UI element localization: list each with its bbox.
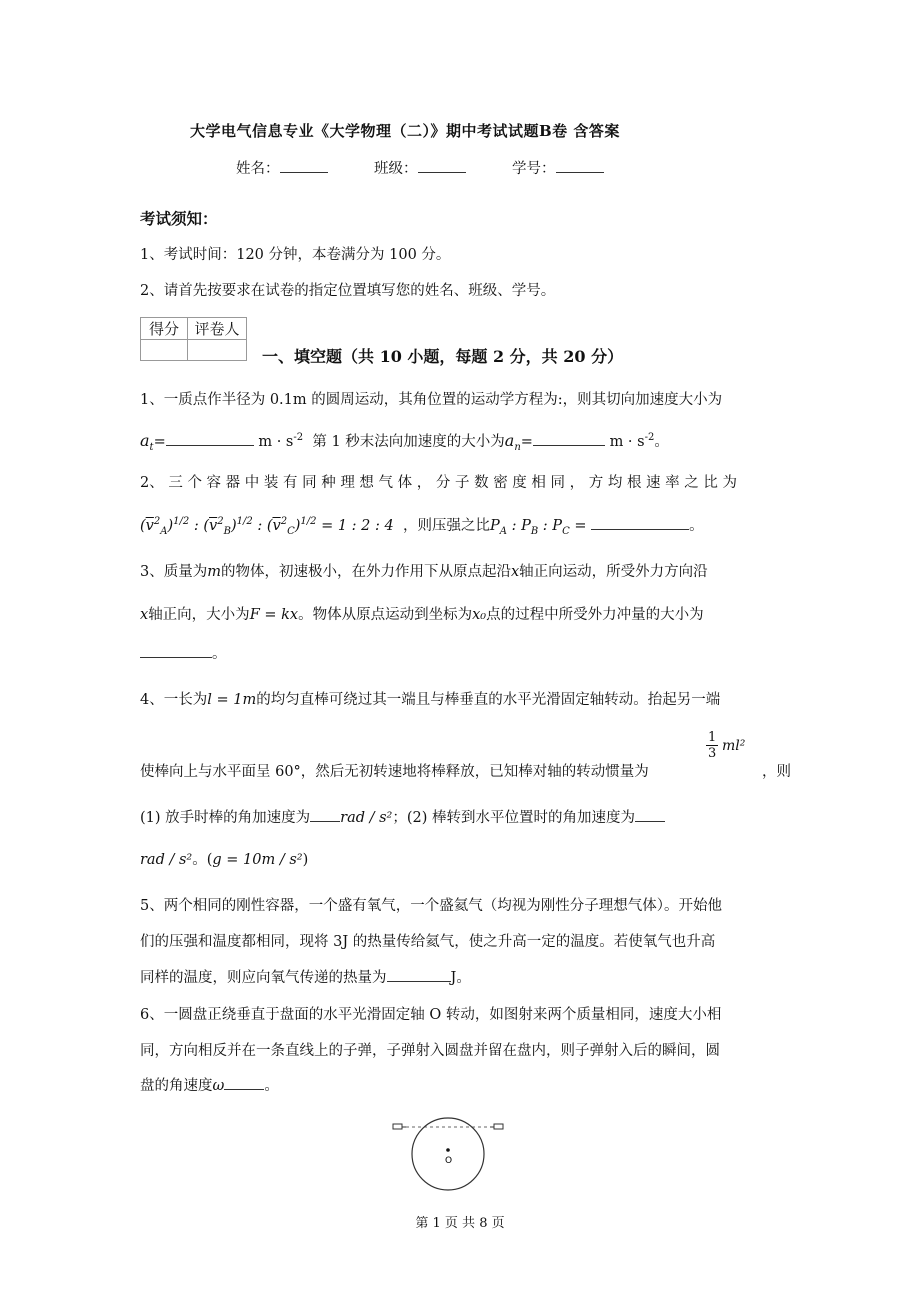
q6-line3: 盘的角速度ω 。 (140, 1074, 279, 1095)
bullet-right (494, 1124, 503, 1129)
class-label: 班级： (374, 161, 418, 177)
q3-line1: 3、质量为m的物体，初速极小，在外力作用下从原点起沿x轴正向运动，所受外力方向沿 (140, 564, 708, 580)
axis-center (446, 1148, 450, 1152)
axis-label: O (445, 1156, 453, 1166)
name-blank[interactable] (280, 158, 328, 173)
q2-line2: $(\overline{v}^2_A)^{1/2}$ : $(\overline{v}^2_B)^{1/2}$ : $(\overline{v}^2_C)^{1/2} = 1$ : 2 : 4 ，则压强之比$P_A$ : $P_B$ : $P_C$ = 。 (140, 516, 704, 537)
q1-blank2[interactable] (533, 431, 605, 446)
q4-line4: rad / s²。(g = 10m / s²) (140, 852, 309, 868)
name-label: 姓名： (236, 161, 280, 177)
q3-line3: 。 (140, 642, 227, 663)
q5-line1: 5、两个相同的刚性容器，一个盛有氧气，一个盛氦气（均视为刚性分子理想气体）。开始他 (140, 898, 722, 914)
id-blank[interactable] (556, 158, 604, 173)
disk-circle (412, 1118, 484, 1190)
id-field (512, 157, 604, 178)
q6-line1: 6、一圆盘正绕垂直于盘面的水平光滑固定轴 O 转动，如图射来两个质量相同，速度大小相 (140, 1007, 722, 1023)
q6-blank[interactable] (224, 1075, 264, 1090)
q2-formula: $(\overline{v}^2_A)^{1/2}$ : $(\overline{v}^2_B)^{1/2}$ : $(\overline{v}^2_C)^{1/2} = 1$ : 2 : 4 (140, 516, 394, 537)
q2-line1: 2、 三 个 容 器 中 装 有 同 种 理 想 气 体 ， 分 子 数 密 度 相 同 ， 方 均 根 速 率 之 比 为 (140, 475, 737, 491)
q1-blank1[interactable] (166, 431, 254, 446)
section-title: 一、填空题（共 10 小题，每题 2 分，共 20 分） (262, 347, 624, 366)
name-field (236, 157, 328, 178)
q5-line3: 同样的温度，则应向氧气传递的热量为 J。 (140, 966, 471, 987)
q4-line2: 使棒向上与水平面呈 60°，然后无初转速地将棒释放，已知棒对轴的转动惯量为 (140, 764, 649, 780)
q1-mid: 第 1 秒末法向加速度的大小为 (312, 434, 505, 450)
math-at: $a_t$ (140, 431, 154, 454)
q4-line2-end: ，则 (762, 764, 791, 780)
notice-item: 1、考试时间：120 分钟，本卷满分为 100 分。 (140, 247, 451, 263)
score-table (140, 317, 247, 361)
page-footer: 第 1 页 共 8 页 (415, 1216, 505, 1231)
score-cell[interactable] (141, 340, 188, 361)
q1-line2: $a_t= m \cdot s^{-2}$ 第 1 秒末法向加速度的大小为$a_n= m \cdot s^{-2}$。 (140, 431, 669, 454)
q5-blank[interactable] (387, 967, 451, 982)
disk-figure (388, 1112, 518, 1192)
class-blank[interactable] (418, 158, 466, 173)
page-title: 大学电气信息专业《大学物理（二）》期中考试试题B卷 含答案 (190, 122, 620, 140)
math-an: $a_n$ (504, 431, 521, 454)
q3-line2: x轴正向，大小为F = kx。物体从原点运动到坐标为x₀点的过程中所受外力冲量的大小为 (140, 607, 704, 623)
q4-line3: (1) 放手时棒的角加速度为 rad / s²；(2) 棒转到水平位置时的角加速度为 (140, 806, 665, 827)
id-label: 学号： (512, 161, 556, 177)
q3-blank[interactable] (140, 643, 212, 658)
notice-item: 2、请首先按要求在试卷的指定位置填写您的姓名、班级、学号。 (140, 283, 556, 299)
grader-cell[interactable] (188, 340, 247, 361)
notice-heading: 考试须知： (140, 209, 218, 228)
class-field (374, 157, 466, 178)
q4-fraction: 1 3 (708, 730, 717, 761)
q6-line2: 同，方向相反并在一条直线上的子弹，子弹射入圆盘并留在盘内，则子弹射入后的瞬间，圆 (140, 1043, 720, 1059)
q5-line2: 们的压强和温度都相同，现将 3J 的热量传给氦气，使之升高一定的温度。若使氧气也升高 (140, 934, 716, 950)
bullet-left (393, 1124, 402, 1129)
q2-blank[interactable] (591, 515, 689, 530)
q4-line1: 4、一长为l = 1m的均匀直棒可绕过其一端且与棒垂直的水平光滑固定轴转动。抬起另一端 (140, 692, 721, 708)
q4-blank2[interactable] (635, 807, 665, 822)
q4-inertia: ml² (722, 738, 746, 754)
q2-pressure: $P_A$ : $P_B$ : $P_C$ = (489, 518, 587, 537)
q4-blank1[interactable] (310, 807, 340, 822)
q1-line1: 1、一质点作半径为 0.1m 的圆周运动，其角位置的运动学方程为:，则其切向加速度大小为 (140, 392, 723, 408)
score-header: 得分 (141, 318, 188, 340)
grader-header: 评卷人 (188, 318, 247, 340)
